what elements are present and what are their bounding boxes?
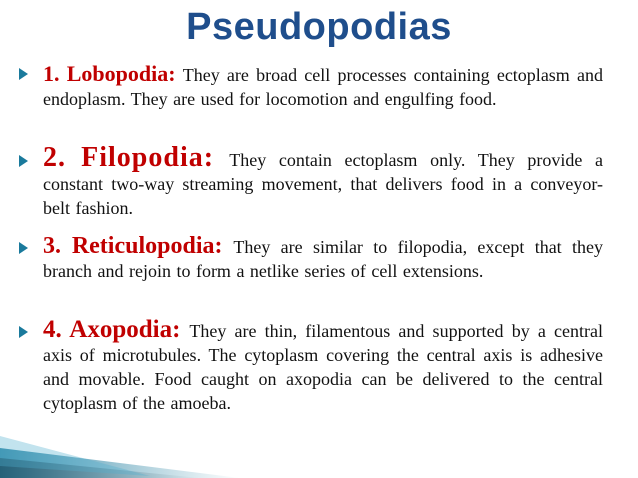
bullet-arrow-icon [19,68,28,80]
decoration-band [0,458,200,478]
slide-title: Pseudopodias [186,6,452,48]
term-description: They contain ectoplasm only. They provide a constant two-way streaming movement, that delivers food in a conveyor-belt fashion. [43,150,603,218]
term-description: They are similar to filopodia, except that they branch and rejoin to form a netlike series of cell extensions. [43,237,603,281]
bullet-arrow-icon [19,155,28,167]
term-label: 3. Reticulopodia: [43,233,234,259]
bullet-item-axopodia [43,318,603,415]
bullet-arrow-icon [19,326,28,338]
term-description: They are broad cell processes containing ectoplasm and endoplasm. They are used for locomotion and engulfing food. [43,65,603,109]
term-label: 2. Filopodia: [43,142,230,173]
term-description: They are thin, filamentous and supported by a central axis of microtubules. The cytoplasm covering the central axis is adhesive and movable. Food caught on axopodia can be delivered to the central cytoplasm of the amoeba. [43,321,603,413]
bullet-item-reticulopodia [43,234,603,283]
decoration-band [0,448,240,478]
decoration-band [0,436,150,476]
term-label: 4. Axopodia: [43,316,190,343]
term-label: 1. Lobopodia: [43,61,183,86]
bullet-item-filopodia [43,142,603,220]
bullet-arrow-icon [19,242,28,254]
bullet-item-lobopodia [43,62,603,111]
